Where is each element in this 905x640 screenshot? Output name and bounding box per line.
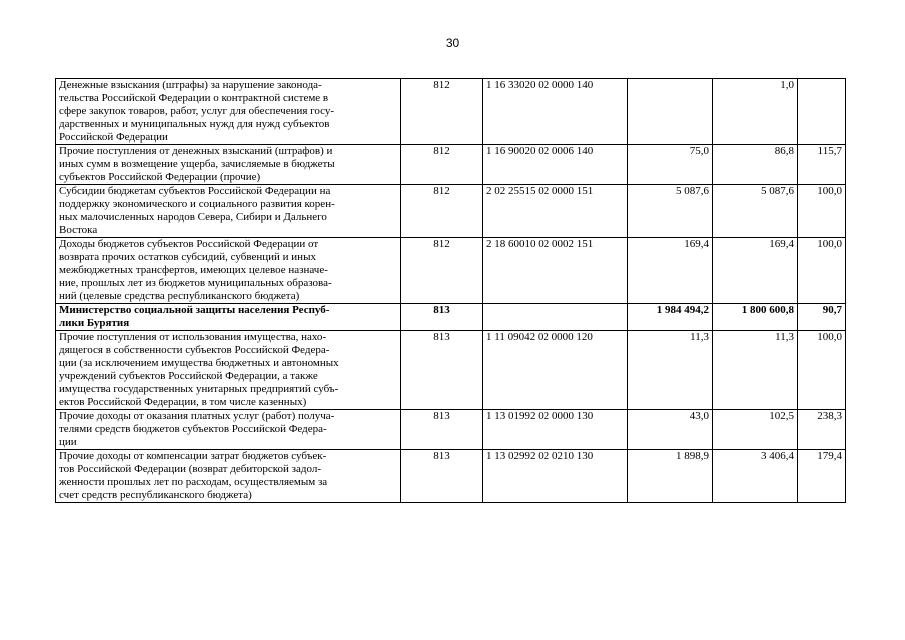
- row-percent-cell: 100,0: [798, 185, 846, 238]
- row-budget-code-cell: 1 13 01992 02 0000 130: [483, 410, 628, 450]
- row-name-cell: Прочие поступления от денежных взысканий (штрафов) и иных сумм в возмещение ущерба, зачисляемые в бюджеты субъектов Российской Федерации (прочие): [56, 145, 401, 185]
- row-admin-code-cell: 812: [401, 79, 483, 145]
- row-budget-code-cell: 2 02 25515 02 0000 151: [483, 185, 628, 238]
- row-budget-code-cell: 1 13 02992 02 0210 130: [483, 450, 628, 503]
- table-row: [56, 331, 846, 410]
- row-actual-cell: 11,3: [713, 331, 798, 410]
- row-percent-cell: 179,4: [798, 450, 846, 503]
- row-budget-code-cell: [483, 304, 628, 331]
- row-admin-code-cell: 813: [401, 304, 483, 331]
- row-percent-cell: 90,7: [798, 304, 846, 331]
- row-actual-cell: 86,8: [713, 145, 798, 185]
- row-actual-cell: 102,5: [713, 410, 798, 450]
- row-plan-cell: 169,4: [628, 238, 713, 304]
- row-actual-cell: 1,0: [713, 79, 798, 145]
- row-admin-code-cell: 812: [401, 238, 483, 304]
- page-number: 30: [445, 36, 460, 50]
- row-name-cell: Прочие доходы от компенсации затрат бюджетов субъек- тов Российской Федерации (возврат дебиторской задол- женности прошлых лет по расходам, осуществляемым за счет средств республиканского бюджета): [56, 450, 401, 503]
- row-percent-cell: 238,3: [798, 410, 846, 450]
- row-percent-cell: 100,0: [798, 238, 846, 304]
- row-admin-code-cell: 812: [401, 145, 483, 185]
- row-budget-code-cell: 2 18 60010 02 0002 151: [483, 238, 628, 304]
- row-percent-cell: 115,7: [798, 145, 846, 185]
- row-budget-code-cell: 1 16 90020 02 0006 140: [483, 145, 628, 185]
- row-plan-cell: 5 087,6: [628, 185, 713, 238]
- row-actual-cell: 1 800 600,8: [713, 304, 798, 331]
- table-row: [56, 450, 846, 503]
- row-budget-code-cell: 1 16 33020 02 0000 140: [483, 79, 628, 145]
- row-name-cell: Денежные взыскания (штрафы) за нарушение законода- тельства Российской Федерации о контрактной системе в сфере закупок товаров, работ, услуг для обеспечения госу- дарственных и муниципальных нужд для нужд субъектов Российской Федерации: [56, 79, 401, 145]
- row-admin-code-cell: 813: [401, 410, 483, 450]
- row-plan-cell: 1 984 494,2: [628, 304, 713, 331]
- row-actual-cell: 3 406,4: [713, 450, 798, 503]
- table-row: [56, 79, 846, 145]
- row-name-cell: Министерство социальной защиты населения Респуб- лики Бурятия: [56, 304, 401, 331]
- row-name-cell: Доходы бюджетов субъектов Российской Федерации от возврата прочих остатков субсидий, субвенций и иных межбюджетных трансфертов, имеющих целевое назначе- ние, прошлых лет из бюджетов муниципальных образова- ний (целевые средства республиканского бюджета): [56, 238, 401, 304]
- row-name-cell: Прочие доходы от оказания платных услуг (работ) получа- телями средств бюджетов субъектов Российской Федера- ции: [56, 410, 401, 450]
- row-plan-cell: 43,0: [628, 410, 713, 450]
- row-name-cell: Субсидии бюджетам субъектов Российской Федерации на поддержку экономического и социального развития корен- ных малочисленных народов Севера, Сибири и Дальнего Востока: [56, 185, 401, 238]
- row-plan-cell: 1 898,9: [628, 450, 713, 503]
- row-admin-code-cell: 813: [401, 331, 483, 410]
- table-row: [56, 145, 846, 185]
- row-plan-cell: 11,3: [628, 331, 713, 410]
- row-actual-cell: 5 087,6: [713, 185, 798, 238]
- row-budget-code-cell: 1 11 09042 02 0000 120: [483, 331, 628, 410]
- table-row: [56, 185, 846, 238]
- row-plan-cell: [628, 79, 713, 145]
- row-admin-code-cell: 813: [401, 450, 483, 503]
- row-name-cell: Прочие поступления от использования имущества, нахо- дящегося в собственности субъектов Российской Федера- ции (за исключением имущества бюджетных и автономных учреждений субъектов Российской Федерации, а также имущества государственных унитарных предприятий субъ- ектов Российской Федерации, в том числе казенных): [56, 331, 401, 410]
- table-row: [56, 304, 846, 331]
- row-actual-cell: 169,4: [713, 238, 798, 304]
- table-body: [56, 79, 846, 503]
- table-row: [56, 238, 846, 304]
- row-percent-cell: 100,0: [798, 331, 846, 410]
- revenue-table: [55, 78, 846, 503]
- table-row: [56, 410, 846, 450]
- row-admin-code-cell: 812: [401, 185, 483, 238]
- row-plan-cell: 75,0: [628, 145, 713, 185]
- row-percent-cell: [798, 79, 846, 145]
